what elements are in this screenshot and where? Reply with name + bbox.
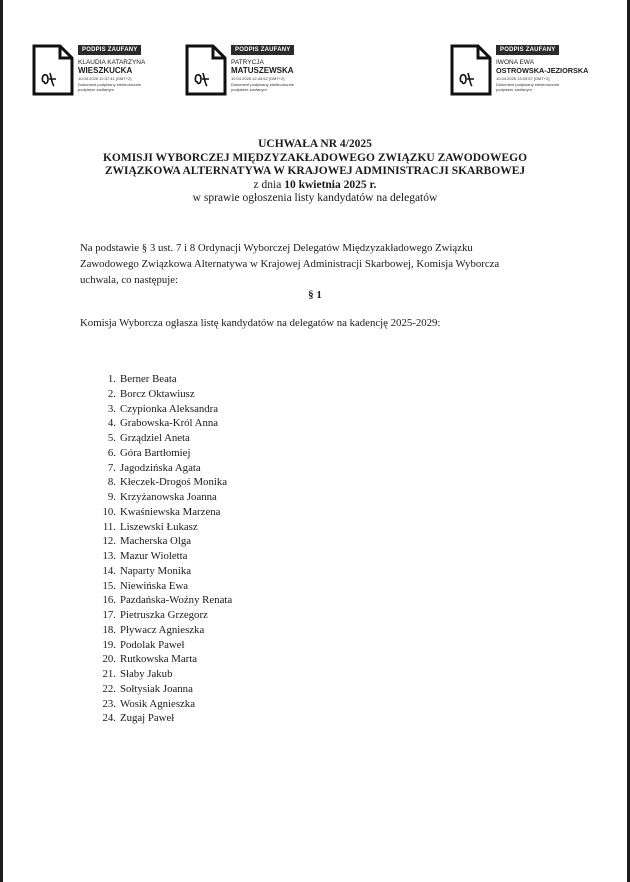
list-item-number: 1. <box>107 373 116 385</box>
signature-note: Dokument podpisany elektronicznie podpisem zaufanym <box>496 82 560 92</box>
signature-note: Dokument podpisany elektronicznie podpisem zaufanym <box>78 82 142 92</box>
list-item <box>96 505 232 520</box>
list-item <box>96 711 232 726</box>
candidate-name: Pływacz Agnieszka <box>120 623 205 636</box>
list-item-number: 14. <box>102 564 116 577</box>
resolution-title: UCHWAŁA NR 4/2025 <box>258 138 372 150</box>
candidate-name: Macherska Olga <box>120 535 192 548</box>
signature-badge: PODPIS ZAUFANY <box>78 45 141 55</box>
candidate-name: Borcz Oktawiusz <box>120 387 195 400</box>
trusted-signature-2 <box>185 38 385 102</box>
list-item <box>96 475 232 490</box>
list-item <box>96 564 232 579</box>
list-item-number: 5. <box>107 432 116 444</box>
candidate-name: Słaby Jakub <box>120 668 173 680</box>
commission-name-line-1: KOMISJI WYBORCZEJ MIĘDZYZAKŁADOWEGO ZWIĄZKU ZAWODOWEGO <box>102 151 528 164</box>
list-item <box>96 534 232 549</box>
candidate-name: Liszewski Łukasz <box>120 520 198 533</box>
page-edge-left <box>0 0 3 882</box>
candidate-name: Niewińska Ewa <box>120 579 189 592</box>
resolution-subject: w sprawie ogłoszenia listy kandydatów na delegatów <box>192 192 438 204</box>
list-item-number: 23. <box>102 697 116 710</box>
candidate-name: Naparty Monika <box>120 564 192 577</box>
candidate-name: Berner Beata <box>120 373 177 385</box>
trusted-signature-3 <box>450 38 625 102</box>
list-item-number: 6. <box>107 446 116 459</box>
list-item-number: 7. <box>107 461 116 474</box>
list-item-number: 8. <box>107 476 116 489</box>
list-item-number: 12. <box>102 535 116 548</box>
signature-timestamp: 10.04.2025 12:43:52 [GMT+2] <box>231 76 285 81</box>
list-item-number: 16. <box>102 594 116 607</box>
list-item-number: 4. <box>107 417 116 430</box>
candidate-name: Grabowska-Król Anna <box>120 417 219 430</box>
candidate-name: Wosik Agnieszka <box>120 697 195 710</box>
list-item <box>96 431 232 446</box>
list-item <box>96 387 232 402</box>
list-item <box>96 402 232 417</box>
list-item <box>96 416 232 431</box>
signer-surname: OSTROWSKA-JEZIORSKA <box>496 66 589 75</box>
list-item <box>96 520 232 535</box>
signer-first-names: IWONA EWA <box>496 59 535 66</box>
list-item-number: 24. <box>102 712 116 725</box>
list-item <box>96 593 232 608</box>
announcement-sentence: Komisja Wyborcza ogłasza listę kandydatów na delegatów na kadencję 2025-2029: <box>80 317 441 329</box>
candidate-name: Pazdańska-Woźny Renata <box>120 594 233 607</box>
commission-name-line-2: ZWIĄZKOWA ALTERNATYWA W KRAJOWEJ ADMINISTRACJI SKARBOWEJ <box>104 165 526 177</box>
list-item <box>96 697 232 712</box>
list-item-number: 2. <box>107 387 116 400</box>
candidate-name: Kłeczek-Drogoś Monika <box>120 476 228 489</box>
list-item-number: 11. <box>102 520 116 533</box>
list-item <box>96 623 232 638</box>
candidate-name: Góra Bartłomiej <box>120 446 191 459</box>
list-item <box>96 446 232 461</box>
list-item-number: 9. <box>107 491 116 503</box>
signer-surname: WIESZKUCKA <box>78 66 133 75</box>
signature-timestamp: 10.04.2025 12:37:41 [GMT+2] <box>78 76 132 81</box>
list-item <box>96 667 232 682</box>
signer-surname: MATUSZEWSKA <box>231 66 294 75</box>
list-item-number: 17. <box>102 609 116 621</box>
candidate-name: Podolak Paweł <box>120 638 185 651</box>
list-item-number: 10. <box>102 505 116 518</box>
signature-badge: PODPIS ZAUFANY <box>231 45 294 55</box>
candidate-list <box>96 372 232 726</box>
list-item <box>96 638 232 653</box>
list-item-number: 15. <box>102 579 116 592</box>
signature-note: Dokument podpisany elektronicznie podpisem zaufanym <box>231 82 295 92</box>
list-item-number: 3. <box>107 402 116 415</box>
signer-first-names: KLAUDIA KATARZYNA <box>78 59 146 66</box>
candidate-name: Rutkowska Marta <box>120 653 198 666</box>
candidate-name: Sołtysiak Joanna <box>120 682 193 695</box>
candidate-name: Pietruszka Grzegorz <box>120 609 208 621</box>
resolution-date: z dnia 10 kwietnia 2025 r. <box>253 178 377 191</box>
list-item <box>96 579 232 594</box>
signature-badge: PODPIS ZAUFANY <box>496 45 559 55</box>
signed-document-icon <box>450 44 492 96</box>
signer-first-names: PATRYCJA <box>231 59 264 66</box>
candidate-name: Jagodzińska Agata <box>120 461 201 474</box>
list-item <box>96 682 232 697</box>
list-item-number: 13. <box>102 550 116 562</box>
list-item <box>96 461 232 476</box>
list-item-number: 19. <box>102 638 116 651</box>
list-item-number: 22. <box>102 682 116 695</box>
list-item <box>96 372 232 387</box>
resolution-header <box>60 138 570 206</box>
list-item <box>96 549 232 564</box>
section-mark: § 1 <box>308 289 322 301</box>
list-item <box>96 608 232 623</box>
candidate-name: Kwaśniewska Marzena <box>120 505 221 518</box>
list-item-number: 20. <box>102 653 116 666</box>
candidate-name: Mazur Wioletta <box>120 550 188 562</box>
signed-document-icon <box>32 44 74 96</box>
list-item-number: 21. <box>102 668 116 680</box>
candidate-name: Grządziel Aneta <box>120 432 190 444</box>
signed-document-icon <box>185 44 227 96</box>
legal-basis-paragraph: Na podstawie § 3 ust. 7 i 8 Ordynacji Wyborczej Delegatów Międzyzakładowego Związku Zawodowego Związkowa Alternatywa w Krajowej Administracji Skarbowej, Komisja Wyborcza uchwala, co następuje: <box>80 242 500 286</box>
candidate-name: Zugaj Paweł <box>120 712 175 725</box>
list-item <box>96 652 232 667</box>
candidate-name: Krzyżanowska Joanna <box>120 491 217 503</box>
candidate-name: Czypionka Aleksandra <box>120 402 219 415</box>
signature-timestamp: 10.04.2025 13:03:57 [GMT+2] <box>496 76 550 81</box>
list-item-number: 18. <box>102 623 116 636</box>
list-item <box>96 490 232 505</box>
